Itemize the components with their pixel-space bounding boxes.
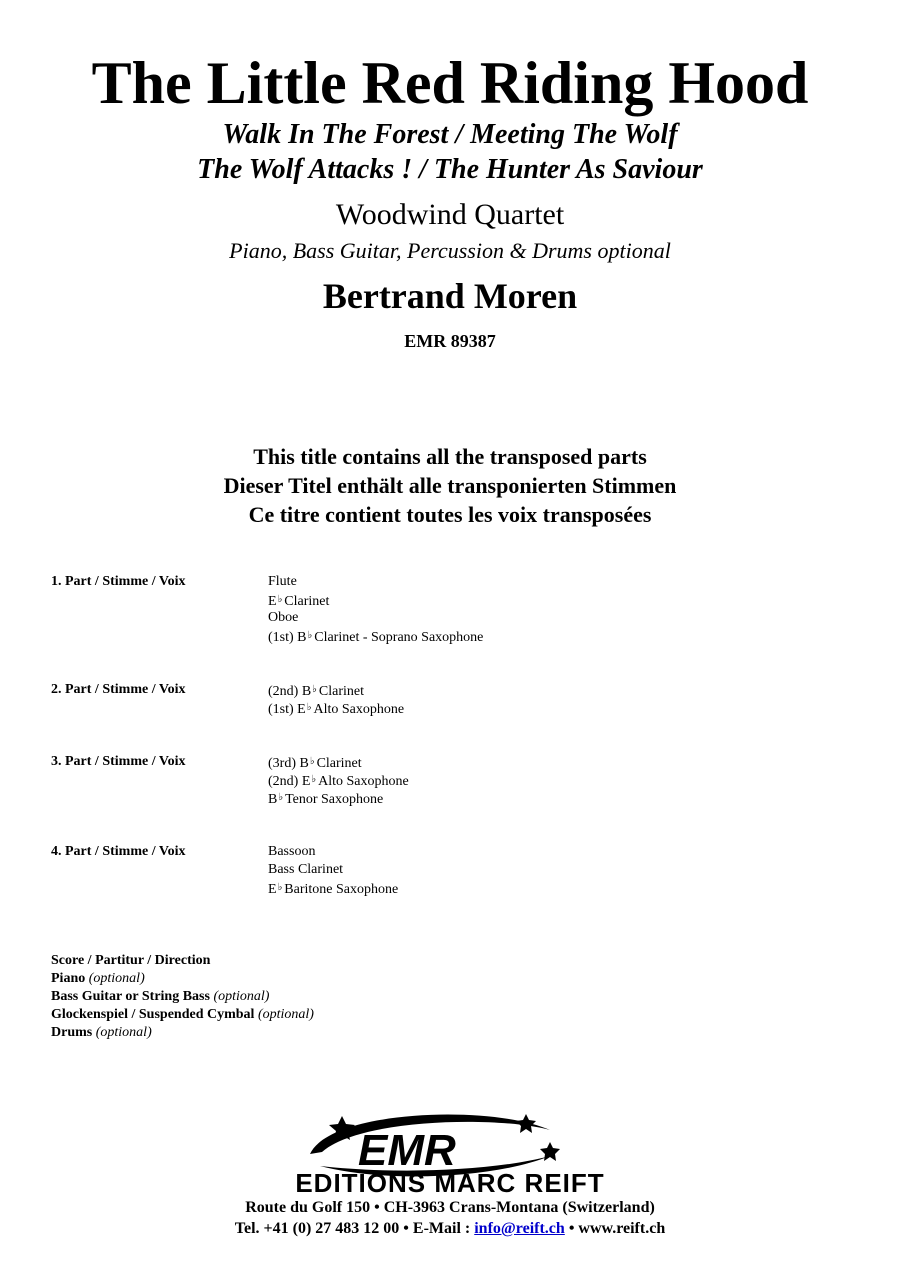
- instrument-item: [268, 771, 409, 789]
- instrument-part-number: (1st): [268, 702, 298, 717]
- instrument-name: Bassoon: [268, 844, 316, 859]
- instrument-name: Clarinet - Soprano Saxophone: [314, 630, 484, 645]
- instrument-name: Baritone Saxophone: [284, 882, 399, 897]
- flat-sign: ♭: [306, 702, 312, 713]
- instrument-key: B: [299, 756, 309, 771]
- instrument-key: B: [301, 684, 312, 699]
- catalog-number: EMR 89387: [404, 331, 496, 351]
- optional-tag: (optional): [213, 989, 270, 1004]
- publisher-name: EDITIONS MARC REIFT: [295, 1168, 605, 1198]
- instrument-item: [268, 753, 409, 771]
- instrument-item: [268, 609, 483, 627]
- subtitle-line-1: Walk In The Forest / Meeting The Wolf: [222, 119, 678, 150]
- part-label: 3. Part / Stimme / Voix: [51, 754, 186, 769]
- part-label: 2. Part / Stimme / Voix: [51, 682, 186, 697]
- instrument-name: Alto Saxophone: [318, 774, 409, 789]
- additional-part-label: Piano: [51, 971, 86, 986]
- instrument-item: [268, 879, 398, 897]
- instrument-item: [268, 591, 483, 609]
- instrument-key: E: [268, 594, 277, 609]
- additional-part: [51, 970, 314, 988]
- optional-tag: (optional): [257, 1007, 314, 1022]
- publisher-contact: [0, 1219, 900, 1239]
- instrument-name: Bass Clarinet: [268, 862, 344, 877]
- optional-tag: (optional): [88, 971, 145, 986]
- instrument-part-number: (2nd): [268, 774, 302, 789]
- instrument-item: [268, 627, 483, 645]
- instrument-name: Alto Saxophone: [313, 702, 405, 717]
- optional-tag: (optional): [95, 1025, 152, 1040]
- notice-english: This title contains all the transposed parts: [253, 444, 647, 469]
- instrument-part-number: (2nd): [268, 684, 302, 699]
- instrument-key: B: [268, 792, 278, 807]
- instrument-item: [268, 789, 409, 807]
- composer-name: Bertrand Moren: [322, 276, 578, 316]
- additional-part-label: Drums: [51, 1025, 93, 1040]
- part-instruments: [268, 573, 483, 645]
- instrument-name: Flute: [268, 574, 297, 589]
- flat-sign: ♭: [311, 774, 317, 785]
- instrumentation-optional: Piano, Bass Guitar, Percussion & Drums optional: [229, 238, 671, 263]
- notice-german: Dieser Titel enthält alle transponierten Stimmen: [223, 473, 677, 498]
- flat-sign: ♭: [278, 792, 284, 803]
- additional-part-label: Score / Partitur / Direction: [51, 953, 211, 968]
- notice-french: Ce titre contient toutes les voix transposées: [248, 502, 652, 527]
- phone-text: Tel. +41 (0) 27 483 12 00 • E-Mail :: [234, 1220, 475, 1237]
- instrument-key: B: [297, 630, 307, 645]
- flat-sign: ♭: [312, 684, 317, 695]
- instrument-item: [268, 681, 404, 699]
- email-link[interactable]: info@reift.ch: [474, 1220, 565, 1237]
- instrument-key: E: [297, 702, 306, 717]
- additional-part: [51, 1006, 314, 1024]
- additional-part: [51, 988, 314, 1006]
- publisher-address: Route du Golf 150 • CH-3963 Crans-Montana (Switzerland): [245, 1199, 655, 1216]
- instrumentation: Woodwind Quartet: [335, 198, 565, 231]
- instrument-name: Clarinet: [284, 594, 330, 609]
- instrument-part-number: (1st): [268, 630, 298, 645]
- additional-part: [51, 952, 314, 970]
- flat-sign: ♭: [277, 882, 283, 893]
- logo-emr-text: EMR: [358, 1126, 456, 1175]
- additional-part-label: Bass Guitar or String Bass: [51, 989, 210, 1004]
- part-instruments: [268, 843, 398, 897]
- instrument-name: Tenor Saxophone: [285, 792, 384, 807]
- web-text: • www.reift.ch: [564, 1220, 666, 1237]
- instrument-part-number: (3rd): [268, 756, 300, 771]
- instrument-item: [268, 573, 483, 591]
- flat-sign: ♭: [307, 630, 313, 641]
- additional-parts-list: [51, 952, 314, 1042]
- instrument-key: E: [268, 882, 277, 897]
- instrument-name: Clarinet: [318, 684, 364, 699]
- part-label: 4. Part / Stimme / Voix: [51, 844, 186, 859]
- subtitle-line-2: The Wolf Attacks ! / The Hunter As Saviour: [197, 154, 703, 185]
- instrument-item: [268, 843, 398, 861]
- additional-part: [51, 1024, 314, 1042]
- instrument-item: [268, 861, 398, 879]
- instrument-key: E: [301, 774, 311, 789]
- part-instruments: [268, 681, 404, 717]
- part-label: 1. Part / Stimme / Voix: [51, 574, 186, 589]
- instrument-name: Clarinet: [316, 756, 362, 771]
- flat-sign: ♭: [309, 756, 315, 767]
- part-instruments: [268, 753, 409, 807]
- flat-sign: ♭: [277, 594, 283, 605]
- instrument-item: [268, 699, 404, 717]
- additional-part-label: Glockenspiel / Suspended Cymbal: [51, 1007, 255, 1022]
- instrument-name: Oboe: [268, 610, 299, 625]
- page-title: The Little Red Riding Hood: [91, 50, 809, 116]
